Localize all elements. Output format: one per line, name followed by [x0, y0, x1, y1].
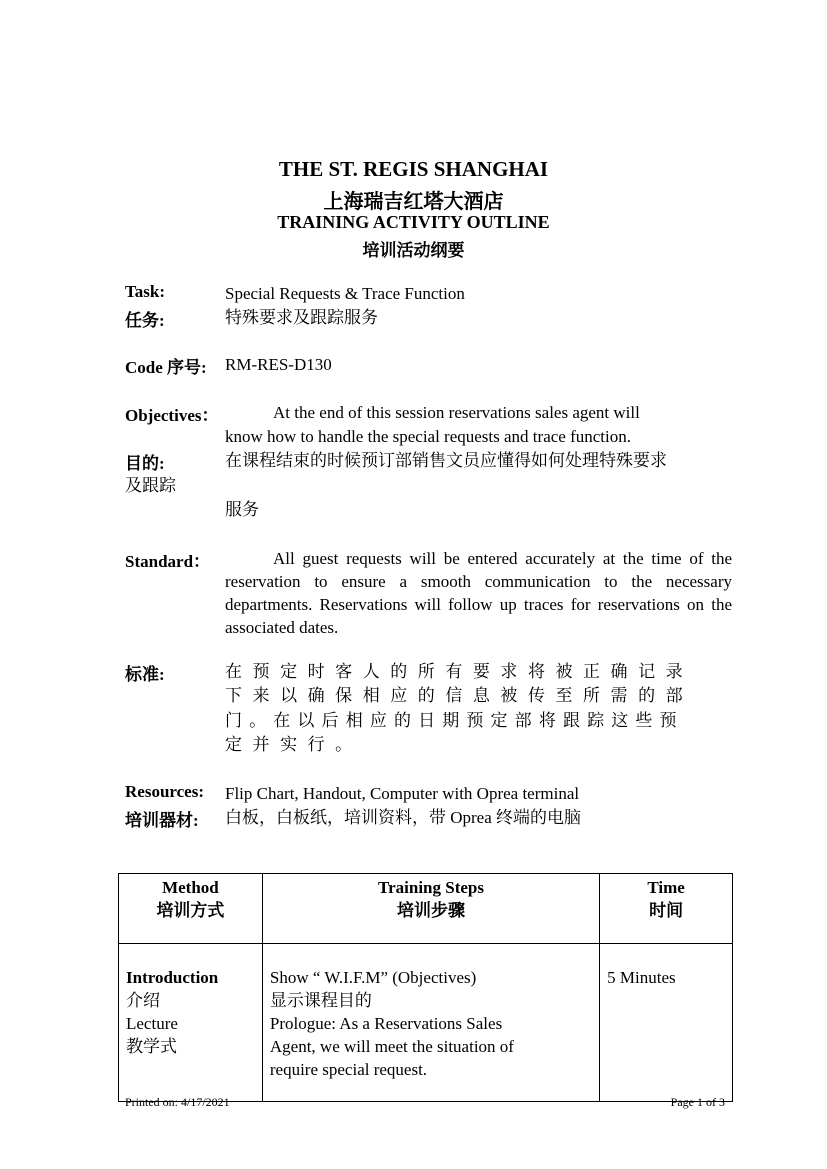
standard-text-cn-line1: 在预定时客人的所有要求将被正确记录: [225, 662, 694, 681]
step-line: Prologue: As a Reservations Sales: [269, 1014, 503, 1033]
time-cell: [600, 944, 733, 1102]
step-line: Show “ W.I.F.M” (Objectives): [269, 968, 477, 987]
time-value: 5 Minutes: [607, 968, 676, 987]
resources-label: Resources:: [125, 782, 204, 801]
step-line: 显示课程目的: [269, 991, 372, 1010]
document-type-cn: 培训活动纲要: [362, 241, 465, 260]
step-line: Agent, we will meet the situation of: [269, 1037, 514, 1056]
header-steps-cn: 培训步骤: [397, 901, 466, 920]
task-label: Task:: [125, 282, 166, 301]
resources-label-cn: 培训器材:: [125, 811, 199, 830]
printed-date: Printed on: 4/17/2021: [125, 1095, 230, 1109]
step-line: require special request.: [269, 1060, 428, 1079]
standard-label: Standard：: [125, 552, 211, 571]
objectives-label-cn: 目的:: [125, 454, 165, 473]
standard-text: All guest requests will be entered accurately at the time of the reservation to ensure a smooth communication to the necessary departments. Reservations will follow up traces for reservations on the associated dates.: [225, 549, 732, 637]
method-line: 教学式: [126, 1037, 177, 1056]
task-label-cn: 任务:: [125, 311, 165, 330]
code-label: Code 序号:: [125, 358, 207, 377]
header-method: [119, 874, 263, 944]
objectives-text-cn-line3: 服务: [225, 500, 259, 519]
header-method-cn: 培训方式: [156, 901, 225, 920]
resources-value-cn: 白板，白板纸，培训资料，带 Oprea 终端的电脑: [225, 808, 582, 827]
method-line: 介绍: [126, 991, 160, 1010]
header-time-en: Time: [647, 878, 685, 897]
objectives-label: Objectives：: [125, 406, 219, 425]
header-method-en: Method: [162, 878, 219, 897]
method-line: Lecture: [126, 1014, 178, 1033]
hotel-name: THE ST. REGIS SHANGHAI: [278, 157, 549, 181]
code-value: RM-RES-D130: [225, 355, 332, 374]
objectives-text-cn-line1: 在课程结束的时候预订部销售文员应懂得如何处理特殊要求: [225, 451, 667, 470]
header-time: [600, 874, 733, 944]
header-time-cn: 时间: [649, 901, 684, 920]
document-type: TRAINING ACTIVITY OUTLINE: [277, 212, 550, 232]
method-title: Introduction: [126, 968, 219, 987]
standard-text-cn-line2: 下来以确保相应的信息被传至所需的部: [225, 686, 694, 705]
task-value: Special Requests & Trace Function: [225, 284, 465, 303]
task-value-cn: 特殊要求及跟踪服务: [225, 308, 378, 327]
hotel-name-cn: 上海瑞吉红塔大酒店: [323, 191, 504, 213]
objectives-text-cn-line2: 及跟踪: [125, 476, 176, 495]
training-steps-table: [118, 873, 733, 1102]
objectives-text-line2: know how to handle the special requests and trace function.: [225, 427, 631, 446]
steps-cell: [262, 944, 599, 1102]
standard-label-cn: 标准:: [125, 665, 165, 684]
page-number: Page 1 of 3: [670, 1095, 725, 1109]
objectives-text-line1: At the end of this session reservations sales agent will: [273, 403, 640, 422]
header-training-steps: [262, 874, 599, 944]
method-cell: [119, 944, 263, 1102]
standard-text-cn-line4: 定并实行。: [225, 735, 363, 754]
resources-value: Flip Chart, Handout, Computer with Oprea terminal: [225, 784, 580, 803]
table-header-row: [119, 874, 733, 944]
header-steps-en: Training Steps: [378, 878, 484, 897]
table-row: [119, 944, 733, 1102]
standard-text-cn-line3: 门。在以后相应的日期预定部将跟踪这些预: [225, 711, 684, 730]
